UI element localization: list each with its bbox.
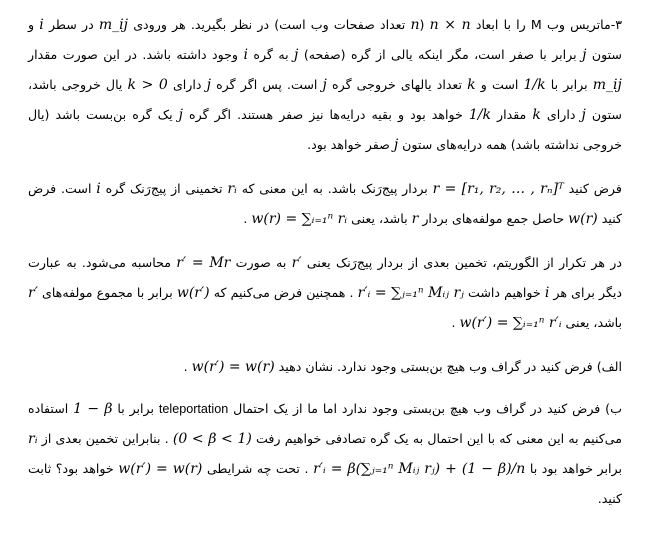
text: بردار پیج‌رَنک باشد. به این معنی که xyxy=(241,181,428,196)
math-m-ij: m_ij xyxy=(592,77,622,93)
text: برابر با xyxy=(117,401,155,416)
text: باشد، یعنی xyxy=(565,315,622,330)
text: محاسبه می‌شود. به عبارت دیگر برای هر xyxy=(28,255,623,300)
text: ۳-ماتریس وب M را با ابعاد xyxy=(475,17,623,32)
math: k xyxy=(532,107,541,123)
math: i xyxy=(39,17,44,33)
math: j xyxy=(178,107,183,123)
text: برابر خواهد بود با xyxy=(529,461,622,476)
text: در هر تکرار از الگوریتم، تخمین بعدی از بردار پیج‌رَنک یعنی xyxy=(306,255,622,270)
part-b-paragraph xyxy=(28,394,622,513)
text: یال خروجی باشد، ستون xyxy=(28,77,622,122)
math: w(r′) = w(r) xyxy=(118,461,203,477)
math-m-ij: m_ij xyxy=(98,17,128,33)
math: j xyxy=(393,137,399,153)
math-r-vector: r = [r₁, r₂, … , rₙ]ᵀ xyxy=(432,181,564,197)
text: ( xyxy=(419,17,425,32)
math: w(r) xyxy=(568,211,598,227)
math: j xyxy=(206,77,211,93)
text: است و xyxy=(480,77,519,92)
text: . xyxy=(183,359,188,374)
text: است. فرض کنید xyxy=(28,181,622,226)
text: خواهیم داشت xyxy=(467,285,541,300)
text: . xyxy=(451,315,456,330)
text: الف) فرض کنید در گراف وب هیچ بن‌بستی وجود ندارد. نشان دهید xyxy=(278,359,622,374)
text: . همچنین فرض می‌کنیم که xyxy=(213,285,354,300)
text: . بنابراین تخمین بعدی از xyxy=(41,431,169,446)
math: j xyxy=(322,77,327,93)
math: n × n xyxy=(429,17,471,33)
iteration-paragraph xyxy=(28,248,622,338)
text: صفر خواهد بود. xyxy=(307,137,390,152)
text: دارای xyxy=(546,107,576,122)
text: تخمینی از پیج‌رَنک گره xyxy=(105,181,223,196)
text: به گره xyxy=(253,47,289,62)
math: j xyxy=(294,47,299,63)
math: j xyxy=(581,107,586,123)
text: . تحت چه شرایطی xyxy=(206,461,309,476)
teleportation-word: teleportation xyxy=(158,402,229,416)
text: خواهد بود و بقیه درایه‌ها نیز صفر هستند. اگر گره xyxy=(189,107,463,122)
math: k > 0 xyxy=(127,77,168,93)
math: rᵢ xyxy=(227,181,237,197)
math: k xyxy=(467,77,476,93)
math-r-prime-i-sum: r′ᵢ = ∑ⱼ₌₁ⁿ Mᵢⱼ rⱼ xyxy=(357,285,464,301)
math: i xyxy=(544,285,550,301)
math: r′ xyxy=(291,255,302,271)
math: (0 < β < 1) xyxy=(172,431,252,447)
text: برابر با مجموع مولفه‌های xyxy=(41,285,173,300)
text: و ستون xyxy=(28,17,622,62)
math-teleport-formula: r′ᵢ = β(∑ⱼ₌₁ⁿ Mᵢⱼ rⱼ) + (1 − β)/n xyxy=(313,461,526,477)
text: مقدار xyxy=(497,107,527,122)
math-w-r-prime-sum: w(r′) = ∑ᵢ₌₁ⁿ r′ᵢ xyxy=(459,315,562,331)
text: برابر با صفر است، مگر اینکه یالی از گره (صفحه) xyxy=(303,47,577,62)
text: . xyxy=(243,211,248,226)
math-w-r-sum: w(r) = ∑ᵢ₌₁ⁿ rᵢ xyxy=(251,211,348,227)
text: دارای xyxy=(172,77,202,92)
pagerank-definition-paragraph xyxy=(28,174,622,234)
part-a-paragraph xyxy=(28,352,622,382)
text: تعداد یالهای خروجی گره xyxy=(332,77,463,92)
text: ب) فرض کنید در گراف وب هیچ بن‌بستی وجود ندارد اما ما از یک احتمال xyxy=(233,401,622,416)
math: w(r′) = w(r) xyxy=(191,359,275,375)
text: به صورت xyxy=(235,255,287,270)
text: فرض کنید xyxy=(568,181,622,196)
problem-intro-paragraph xyxy=(28,10,622,160)
text: باشد، یعنی xyxy=(351,211,408,226)
math: 1 − β xyxy=(73,401,113,417)
math-r-prime-mr: r′ = Mr xyxy=(176,255,231,271)
math: 1/k xyxy=(468,107,491,123)
text: برابر با xyxy=(550,77,588,92)
text: تعداد صفحات وب است) در نظر بگیرید. هر ورودی xyxy=(133,17,406,32)
text: یک گره بن‌بست باشد (یال خروجی نداشته باشد) همه درایه‌های ستون xyxy=(28,107,622,152)
math: n xyxy=(410,17,420,33)
text: در سطر xyxy=(48,17,94,32)
math: 1/k xyxy=(523,77,546,93)
math: r xyxy=(411,211,419,227)
text: است. پس اگر گره xyxy=(216,77,318,92)
text: وجود داشته باشد. در این صورت مقدار xyxy=(28,47,238,62)
text: حاصل جمع مولفه‌های بردار xyxy=(422,211,565,226)
text: استفاده می‌کنیم به این معنی که با این احتمال به یک گره تصادفی خواهیم رفت xyxy=(28,401,623,446)
text: خواهد بود؟ ثابت کنید. xyxy=(28,461,622,506)
math: w(r′) xyxy=(176,285,210,301)
math: r′ xyxy=(28,285,38,301)
math: i xyxy=(96,181,101,197)
math: j xyxy=(582,47,587,63)
math: i xyxy=(243,47,248,63)
math: rᵢ xyxy=(28,431,38,447)
